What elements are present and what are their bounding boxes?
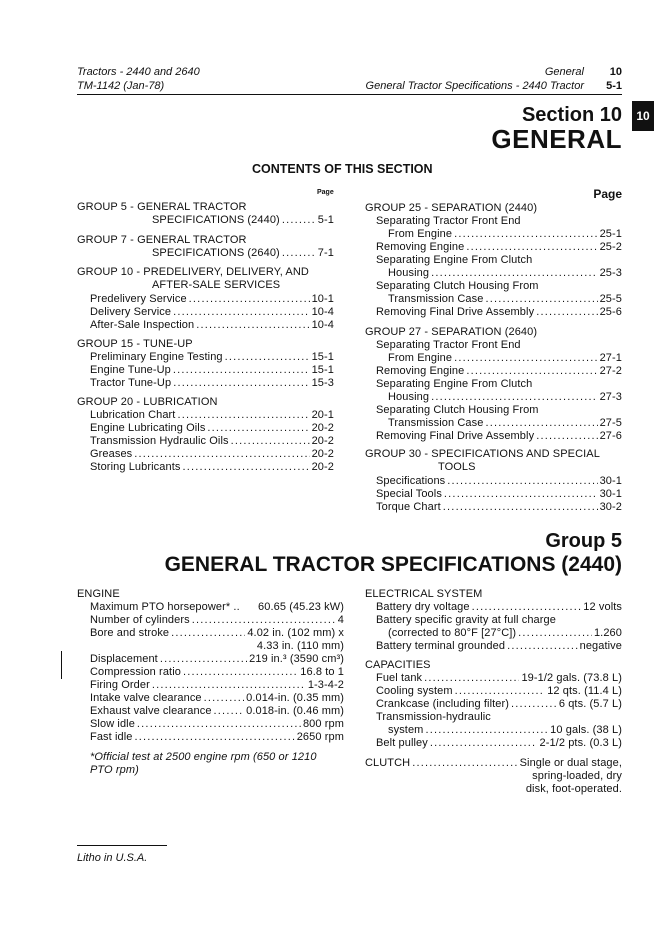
spec-row: Bore and stroke ..... 4.02 in. (102 mm) x (90, 627, 344, 640)
group-name: GENERAL TRACTOR SPECIFICATIONS (2440) (164, 553, 622, 576)
toc-group-20: GROUP 20 - LUBRICATION (77, 396, 218, 408)
toc-group-5: GROUP 5 - GENERAL TRACTOR (77, 201, 247, 213)
toc-entry: Transmission Hydraulic Oils ..... 20-2 (90, 435, 334, 448)
spec-row: Cooling system ..... 12 qts. (11.4 L) (376, 685, 622, 698)
header-page-number: 5-1 (606, 80, 622, 92)
toc-entry: Engine Lubricating Oils ..... 20-2 (90, 422, 334, 435)
spec-row: CLUTCH ..... Single or dual stage, (365, 757, 622, 770)
spec-row-cont: 4.33 in. (110 mm) (256, 640, 344, 652)
toc-entry: Lubrication Chart ..... 20-1 (90, 409, 334, 422)
spec-row-cont: disk, foot-operated. (525, 783, 622, 795)
toc-entry: Housing ..... 25-3 (388, 267, 622, 280)
toc-entry: SPECIFICATIONS (2640) ..... 7-1 (152, 247, 334, 260)
toc-entry: Tractor Tune-Up ..... 15-3 (90, 377, 334, 390)
spec-row: Crankcase (including filter) ..... 6 qts. (5.7 L) (376, 698, 622, 711)
footer-rule (77, 845, 167, 846)
section-tab: 10 (632, 101, 654, 131)
toc-entry: After-Sale Inspection ..... 10-4 (90, 319, 334, 332)
spec-row: Intake valve clearance ..... 0.014-in. (0.35 mm) (90, 692, 344, 705)
spec-row: (corrected to 80°F [27°C]) ..... 1.260 (388, 627, 622, 640)
header-manual-number: TM-1142 (Jan-78) (77, 80, 165, 92)
toc-text: Separating Clutch Housing From (376, 404, 539, 416)
toc-entry: Specifications ..... 30-1 (376, 475, 622, 488)
capacities-heading: CAPACITIES (365, 659, 431, 671)
spec-row-cont: spring-loaded, dry (532, 770, 622, 782)
header-rule (77, 94, 622, 95)
toc-entry: Removing Final Drive Assembly ..... 25-6 (376, 306, 622, 319)
spec-row: Maximum PTO horsepower* .. 60.65 (45.23 kW) (90, 601, 344, 613)
toc-group-25: GROUP 25 - SEPARATION (2440) (365, 202, 538, 214)
toc-text: Separating Clutch Housing From (376, 280, 539, 292)
toc-entry: From Engine ..... 27-1 (388, 352, 622, 365)
margin-change-bar (61, 651, 62, 679)
toc-entry: Preliminary Engine Testing ..... 15-1 (90, 351, 334, 364)
page-label-right: Page (593, 187, 622, 201)
toc-entry: Greases ..... 20-2 (90, 448, 334, 461)
header-manual-title: Tractors - 2440 and 2640 (77, 66, 200, 78)
spec-row: Compression ratio ..... 16.8 to 1 (90, 666, 344, 679)
spec-text: Battery specific gravity at full charge (376, 614, 556, 626)
footnote-cont: PTO rpm) (90, 764, 139, 776)
toc-entry: SPECIFICATIONS (2440) ..... 5-1 (152, 214, 334, 227)
toc-group-10-cont: AFTER-SALE SERVICES (152, 279, 281, 291)
toc-entry: Transmission Case ..... 27-5 (388, 417, 622, 430)
header-section-name: General (544, 66, 584, 78)
toc-group-30-cont: TOOLS (438, 461, 476, 473)
header-group-name: General Tractor Specifications - 2440 Tractor (365, 80, 584, 92)
footnote: *Official test at 2500 engine rpm (650 or 1210 (90, 751, 317, 763)
toc-entry: Transmission Case ..... 25-5 (388, 293, 622, 306)
toc-group-10: GROUP 10 - PREDELIVERY, DELIVERY, AND (77, 266, 309, 278)
contents-title: CONTENTS OF THIS SECTION (252, 162, 433, 176)
toc-entry: Special Tools ..... 30-1 (376, 488, 622, 501)
section-name: GENERAL (491, 124, 622, 154)
spec-row: Slow idle ..... 800 rpm (90, 718, 344, 731)
footer-litho: Litho in U.S.A. (77, 852, 148, 864)
page-label-left: Page (317, 189, 334, 196)
spec-row: Battery terminal grounded ..... negative (376, 640, 622, 653)
toc-entry: Engine Tune-Up ..... 15-1 (90, 364, 334, 377)
spec-row: Fuel tank ..... 19-1/2 gals. (73.8 L) (376, 672, 622, 685)
spec-text: Transmission-hydraulic (376, 711, 491, 723)
spec-row: Number of cylinders ..... 4 (90, 614, 344, 627)
spec-row: Firing Order ..... 1-3-4-2 (90, 679, 344, 692)
electrical-heading: ELECTRICAL SYSTEM (365, 588, 483, 600)
engine-heading: ENGINE (77, 588, 120, 600)
toc-group-30: GROUP 30 - SPECIFICATIONS AND SPECIAL (365, 448, 600, 460)
spec-row: Fast idle ..... 2650 rpm (90, 731, 344, 744)
group-title: Group 5 (545, 530, 622, 552)
toc-entry: Removing Engine ..... 27-2 (376, 365, 622, 378)
spec-row: Battery dry voltage ..... 12 volts (376, 601, 622, 614)
toc-text: Separating Engine From Clutch (376, 254, 533, 266)
toc-group-7: GROUP 7 - GENERAL TRACTOR (77, 234, 247, 246)
spec-row: Displacement ..... 219 in.³ (3590 cm³) (90, 653, 344, 666)
toc-entry: Housing ..... 27-3 (388, 391, 622, 404)
toc-entry: Storing Lubricants ..... 20-2 (90, 461, 334, 474)
toc-group-15: GROUP 15 - TUNE-UP (77, 338, 193, 350)
spec-row: Exhaust valve clearance ..... 0.018-in. (0.46 mm) (90, 705, 344, 718)
toc-text: Separating Engine From Clutch (376, 378, 533, 390)
header-section-number: 10 (609, 66, 622, 78)
spec-row: Belt pulley ..... 2-1/2 pts. (0.3 L) (376, 737, 622, 750)
toc-entry: Removing Final Drive Assembly ..... 27-6 (376, 430, 622, 443)
toc-entry: Torque Chart ..... 30-2 (376, 501, 622, 514)
toc-group-27: GROUP 27 - SEPARATION (2640) (365, 326, 538, 338)
toc-entry: Delivery Service ..... 10-4 (90, 306, 334, 319)
toc-entry: Removing Engine ..... 25-2 (376, 241, 622, 254)
toc-text: Separating Tractor Front End (376, 215, 521, 227)
toc-entry: From Engine ..... 25-1 (388, 228, 622, 241)
section-title: Section 10 (521, 104, 622, 126)
toc-text: Separating Tractor Front End (376, 339, 521, 351)
toc-entry: Predelivery Service ..... 10-1 (90, 293, 334, 306)
spec-row: system ..... 10 gals. (38 L) (388, 724, 622, 737)
